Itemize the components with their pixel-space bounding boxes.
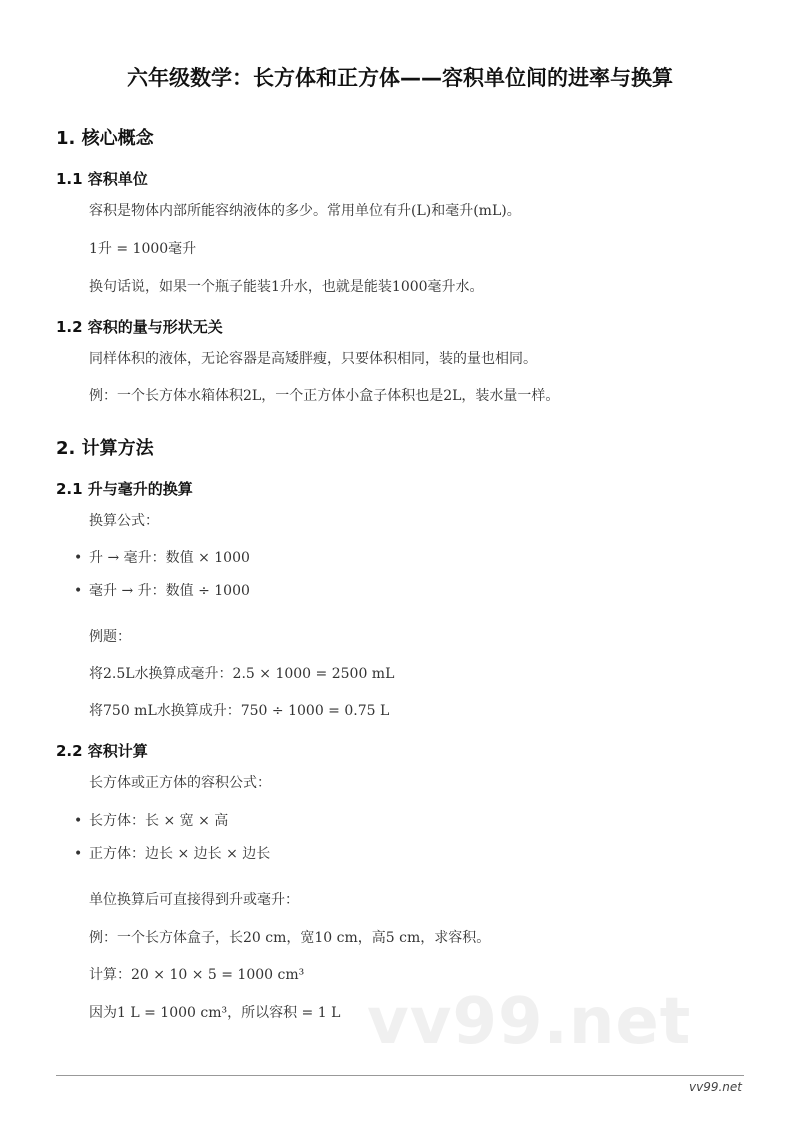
bullet-text: 升 → 毫升：数值 × 1000 bbox=[89, 550, 250, 566]
subsection-heading-1-1: 1.1 容积单位 bbox=[56, 170, 148, 188]
paragraph-line: 长方体或正方体的容积公式： bbox=[89, 775, 271, 791]
paragraph-line: 将2.5L水换算成毫升：2.5 × 1000 = 2500 mL bbox=[89, 666, 395, 682]
footer-divider bbox=[56, 1075, 744, 1076]
subsection-heading-2-1: 2.1 升与毫升的换算 bbox=[56, 480, 193, 498]
bullet-marker: • bbox=[74, 846, 83, 862]
section-heading-1: 1. 核心概念 bbox=[56, 128, 154, 149]
paragraph-line: 1升 = 1000毫升 bbox=[89, 241, 197, 257]
section-heading-2: 2. 计算方法 bbox=[56, 438, 154, 459]
paragraph-line: 例：一个长方体水箱体积2L，一个正方体小盒子体积也是2L，装水量一样。 bbox=[89, 388, 560, 404]
bullet-text: 正方体：边长 × 边长 × 边长 bbox=[89, 846, 271, 862]
paragraph-line: 容积是物体内部所能容纳液体的多少。常用单位有升(L)和毫升(mL)。 bbox=[89, 203, 521, 219]
bullet-marker: • bbox=[74, 813, 83, 829]
paragraph-line: 计算：20 × 10 × 5 = 1000 cm³ bbox=[89, 967, 305, 983]
paragraph-line: 例题： bbox=[89, 629, 131, 645]
bullet-item bbox=[74, 810, 228, 830]
bullet-text: 长方体：长 × 宽 × 高 bbox=[89, 813, 229, 829]
bullet-marker: • bbox=[74, 550, 83, 566]
subsection-heading-2-2: 2.2 容积计算 bbox=[56, 742, 148, 760]
bullet-item bbox=[74, 843, 270, 863]
bullet-text: 毫升 → 升：数值 ÷ 1000 bbox=[89, 583, 250, 599]
bullet-item bbox=[74, 580, 250, 600]
paragraph-line: 例：一个长方体盒子，长20 cm，宽10 cm，高5 cm，求容积。 bbox=[89, 930, 491, 946]
paragraph-line: 因为1 L = 1000 cm³，所以容积 = 1 L bbox=[89, 1005, 341, 1021]
paragraph-line: 单位换算后可直接得到升或毫升： bbox=[89, 892, 299, 908]
subsection-heading-1-2: 1.2 容积的量与形状无关 bbox=[56, 318, 223, 336]
bullet-item bbox=[74, 547, 250, 567]
page-title: 六年级数学：长方体和正方体——容积单位间的进率与换算 bbox=[127, 66, 673, 90]
paragraph-line: 将750 mL水换算成升：750 ÷ 1000 = 0.75 L bbox=[89, 703, 390, 719]
bullet-marker: • bbox=[74, 583, 83, 599]
footer-text: vv99.net bbox=[689, 1080, 742, 1094]
watermark: vv99.net bbox=[367, 985, 692, 1059]
paragraph-line: 换句话说，如果一个瓶子能装1升水，也就是能装1000毫升水。 bbox=[89, 279, 484, 295]
paragraph-line: 换算公式： bbox=[89, 513, 159, 529]
paragraph-line: 同样体积的液体，无论容器是高矮胖瘦，只要体积相同，装的量也相同。 bbox=[89, 351, 537, 367]
